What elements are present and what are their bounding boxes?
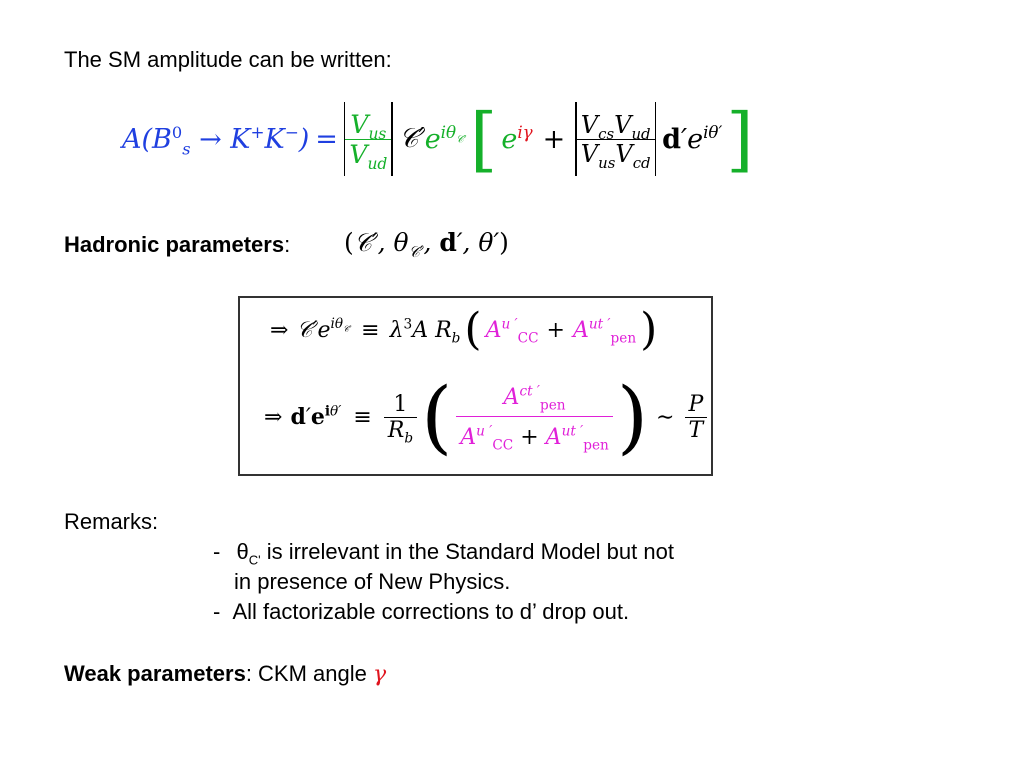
weak-line: [64, 661, 386, 688]
remarks-heading: Remarks:: [64, 509, 159, 534]
ckm-ratio-vus-vud: $\frac{V_{us}}{V_{ud}}$: [345, 110, 391, 169]
ckm-ratio-double: $\frac{V_{cs}V_{ud}}{V_{us}V_{cd}}$: [577, 111, 655, 168]
remark-item-1: [213, 539, 674, 568]
hadronic-line: [64, 232, 290, 258]
gamma-symbol: γ: [372, 662, 387, 687]
hadronic-label: Hadronic parameters: [64, 232, 285, 257]
relation-d-prime: ⇒ $d'e^{i\theta'}$ ≡ $\frac{1}{R_b}$ ( $\frac{A^{ct '}_{pen}}{A^{u '}_{CC} + A^{ut '}_{pen}}$ ) ∼ $\frac{P}{T}$: [264, 374, 707, 460]
weak-label: Weak parameters: [64, 661, 246, 686]
remark-1-dash: -: [213, 539, 221, 564]
remark-1-text: is irrelevant in the Standard Model but not: [266, 539, 674, 564]
hadronic-colon: :: [284, 232, 291, 257]
amplitude-lhs: $A(B^0_s \to K^+K^-)$: [122, 121, 310, 158]
hadronic-parameter-set: (𝒞′, $\theta_{𝒞'}$, d′, θ′): [344, 228, 509, 261]
remark-item-2: [213, 599, 629, 625]
intro-text: The SM amplitude can be written:: [64, 47, 392, 72]
weak-text: : CKM angle: [245, 661, 373, 686]
remark-1-continuation: in presence of New Physics.: [234, 569, 511, 594]
amplitude-equation: $A(B^0_s \to K^+K^-)$ = $\frac{V_{us}}{V_{ud}}$ 𝒞′ $e^{i\theta_{𝒞'}}$ [ $e^{i\gamma}$ + $\frac{V_{cs}V_{ud}}{V_{us}V_{cd}}$ $d'e^{i\theta'}$ ]: [122, 98, 754, 180]
relation-c-prime: ⇒ $𝒞'e^{i\theta_{𝒞'}}$ ≡ $\lambda^3A$ $R_b$ ( $A^{u '}_{CC}$ + $A^{ut '}_{pen}$ ): [270, 304, 658, 355]
remark-1-theta-sub: C': [248, 552, 261, 568]
remark-2-text: All factorizable corrections to d’ drop out.: [232, 599, 630, 624]
remark-2-dash: -: [213, 599, 221, 624]
remark-1-theta: θ: [236, 539, 249, 564]
